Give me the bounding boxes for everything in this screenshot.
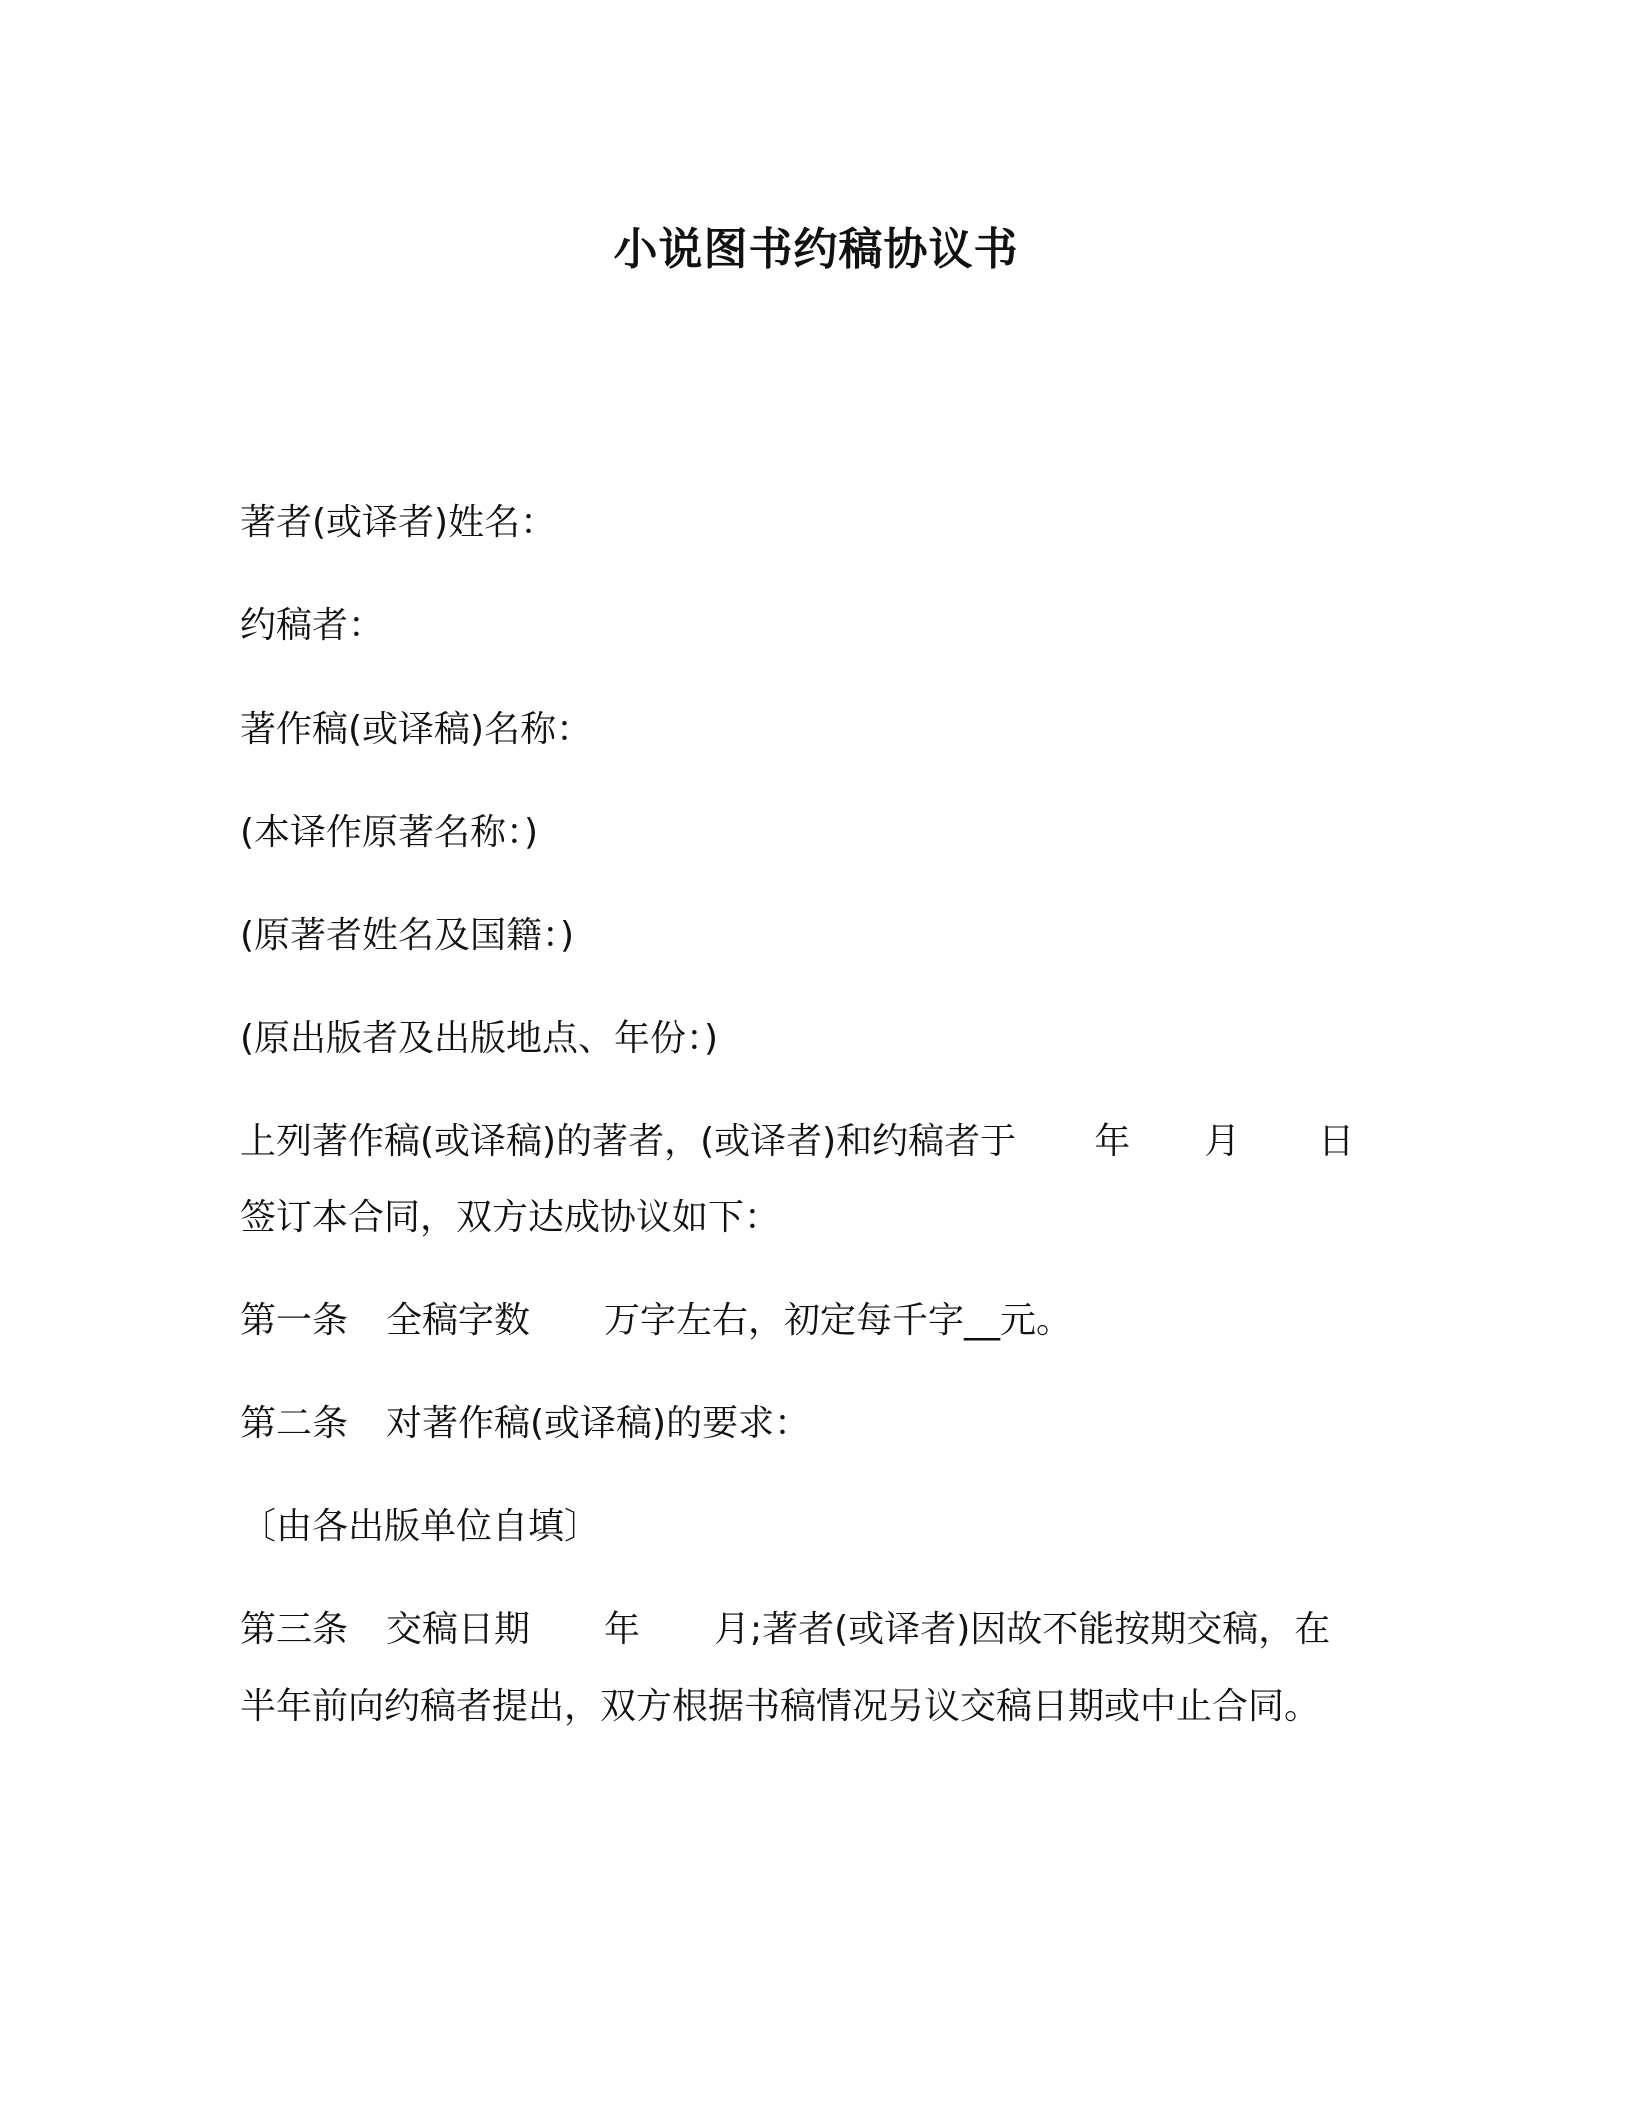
- field-author-name: 著者(或译者)姓名：: [240, 502, 557, 543]
- preamble-line-1: [240, 1117, 1354, 1167]
- article-1-title: 全稿字数: [386, 1300, 531, 1341]
- article-3-continued: 半年前向约稿者提出，双方根据书稿情况另议交稿日期或中止合同。: [240, 1686, 1321, 1727]
- article-2-label: 第二条: [240, 1403, 349, 1444]
- article-3-title: 交稿日期: [386, 1609, 531, 1650]
- article-3-year: 年: [604, 1609, 641, 1650]
- article-1: [240, 1296, 1072, 1346]
- article-3: [240, 1605, 1330, 1655]
- article-3-text: 月;著者(或译者)因故不能按期交稿，在: [714, 1609, 1331, 1650]
- preamble-line-2: 签订本合同，双方达成协议如下：: [240, 1197, 781, 1238]
- document-title: 小说图书约稿协议书: [613, 224, 1019, 275]
- article-2-fill: 〔由各出版单位自填〕: [240, 1506, 601, 1547]
- field-original-title: (本译作原著名称：): [240, 812, 539, 853]
- article-2: [240, 1399, 810, 1449]
- article-2-text: 对著作稿(或译稿)的要求：: [386, 1403, 811, 1444]
- field-work-name: 著作稿(或译稿)名称：: [240, 709, 593, 750]
- article-1-label: 第一条: [240, 1300, 349, 1341]
- preamble-day: 日: [1318, 1121, 1355, 1162]
- field-original-author: (原著者姓名及国籍：): [240, 915, 575, 956]
- field-commissioner: 约稿者：: [240, 605, 385, 646]
- preamble-month: 月: [1204, 1121, 1241, 1162]
- field-original-publisher: (原出版者及出版地点、年份：): [240, 1018, 719, 1059]
- preamble-text: 上列著作稿(或译稿)的著者，(或译者)和约稿者于: [240, 1121, 1017, 1162]
- article-1-text: 万字左右，初定每千字__元。: [604, 1300, 1073, 1341]
- preamble-year: 年: [1094, 1121, 1131, 1162]
- article-3-label: 第三条: [240, 1609, 349, 1650]
